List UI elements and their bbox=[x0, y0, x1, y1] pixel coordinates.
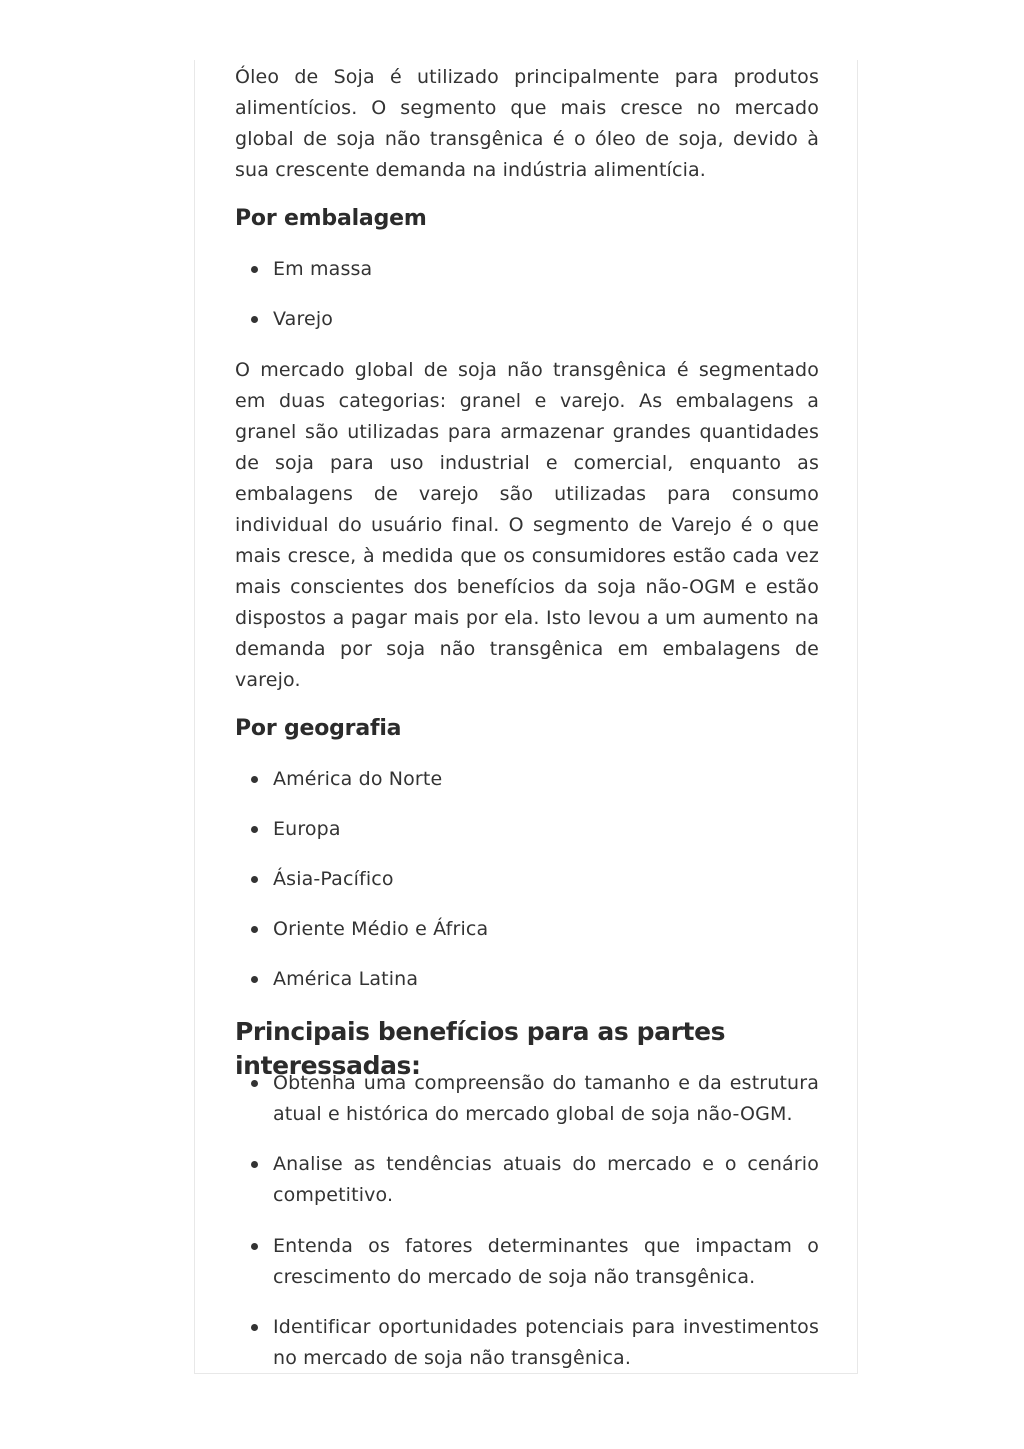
list-item: Entenda os fatores determinantes que impactam o crescimento do mercado de soja não transgênica. bbox=[235, 1231, 819, 1293]
list-item: Ásia-Pacífico bbox=[235, 864, 819, 895]
benefits-list-2 bbox=[235, 1149, 819, 1211]
packaging-list-2 bbox=[235, 304, 819, 335]
benefits-list-3 bbox=[235, 1231, 819, 1293]
list-item: América Latina bbox=[235, 964, 819, 995]
list-item: Identificar oportunidades potenciais para investimentos no mercado de soja não transgênica. bbox=[235, 1312, 819, 1374]
geography-list bbox=[235, 764, 819, 795]
list-item: Em massa bbox=[235, 254, 819, 285]
geography-heading: Por geografia bbox=[235, 716, 402, 741]
list-item: Europa bbox=[235, 814, 819, 845]
benefits-list-4 bbox=[235, 1312, 819, 1374]
packaging-heading: Por embalagem bbox=[235, 206, 427, 231]
list-item: Obtenha uma compreensão do tamanho e da estrutura atual e histórica do mercado global de soja não-OGM. bbox=[235, 1068, 819, 1130]
geography-list-5 bbox=[235, 964, 819, 995]
packaging-paragraph: O mercado global de soja não transgênica é segmentado em duas categorias: granel e varejo. As embalagens a granel são utilizadas para armazenar grandes quantidades de soja para uso industrial e comercial, enquanto as embalagens de varejo são utilizadas para consumo individual do usuário final. O segmento de Varejo é o que mais cresce, à medida que os consumidores estão cada vez mais conscientes dos benefícios da soja não-OGM e estão dispostos a pagar mais por ela. Isto levou a um aumento na demanda por soja não transgênica em embalagens de varejo. bbox=[235, 359, 819, 691]
document-page bbox=[194, 60, 858, 1374]
geography-list-4 bbox=[235, 914, 819, 945]
geography-list-3 bbox=[235, 864, 819, 895]
intro-paragraph: Óleo de Soja é utilizado principalmente para produtos alimentícios. O segmento que mais cresce no mercado global de soja não transgênica é o óleo de soja, devido à sua crescente demanda na indústria alimentícia. bbox=[235, 66, 819, 181]
packaging-list bbox=[235, 254, 819, 285]
benefits-list bbox=[235, 1068, 819, 1130]
list-item: Oriente Médio e África bbox=[235, 914, 819, 945]
list-item: Varejo bbox=[235, 304, 819, 335]
benefits-heading: Principais benefícios para as partes interessadas: bbox=[235, 1017, 726, 1080]
geography-list-2 bbox=[235, 814, 819, 845]
list-item: América do Norte bbox=[235, 764, 819, 795]
list-item: Analise as tendências atuais do mercado e o cenário competitivo. bbox=[235, 1149, 819, 1211]
